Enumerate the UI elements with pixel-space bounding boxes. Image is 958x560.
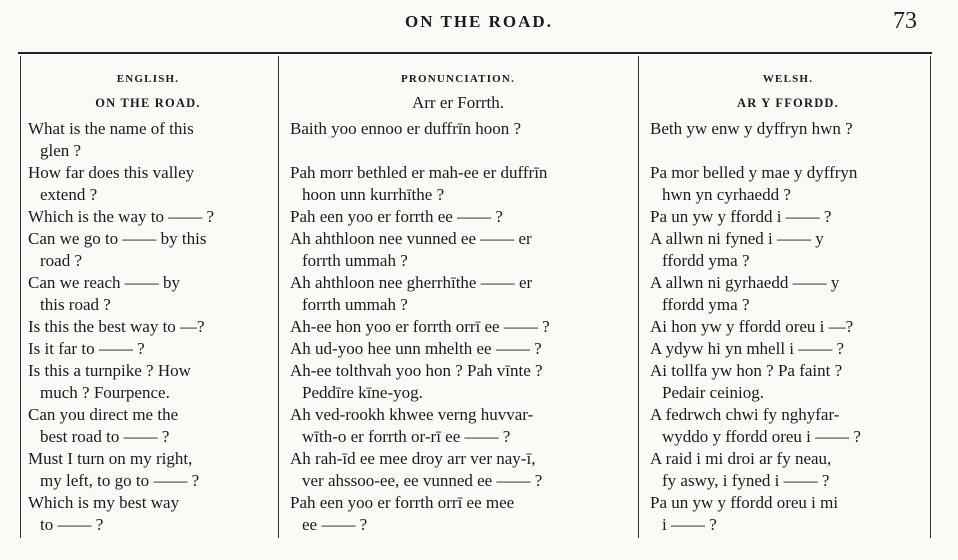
english-entry bbox=[28, 404, 268, 448]
english-section-heading: ON THE ROAD. bbox=[95, 96, 201, 110]
welsh-entry-line: Pa mor belled y mae y dyffryn bbox=[650, 163, 858, 182]
english-entry bbox=[28, 228, 268, 272]
pronunciation-entry-line: Ah-ee tolthvah yoo hon ? Pah vīnte ? bbox=[290, 361, 543, 380]
column-divider-right bbox=[930, 56, 931, 538]
pronunciation-entry bbox=[290, 360, 626, 404]
pronunciation-entry-line: Ah ved-rookh khwee verng huvvar- bbox=[290, 405, 534, 424]
welsh-entry-line: wyddo y ffordd oreu i —— ? bbox=[662, 427, 861, 446]
top-rule bbox=[18, 52, 932, 54]
welsh-entry bbox=[650, 206, 926, 228]
pronunciation-entry-line: Ah ahthloon nee vunned ee —— er bbox=[290, 229, 532, 248]
welsh-entry bbox=[650, 404, 926, 448]
welsh-entry bbox=[650, 118, 926, 162]
pronunciation-entry bbox=[290, 448, 626, 492]
column-divider-2 bbox=[638, 56, 639, 538]
english-entry-line: much ? Fourpence. bbox=[40, 383, 170, 402]
welsh-entry bbox=[650, 338, 926, 360]
pronunciation-entry-line: wīth-o er forrth or-rī ee —— ? bbox=[302, 427, 511, 446]
column-divider-1 bbox=[278, 56, 279, 538]
welsh-entry-line: Pa un yw y ffordd i —— ? bbox=[650, 207, 832, 226]
welsh-entry-line: Pa un yw y ffordd oreu i mi bbox=[650, 493, 839, 512]
english-entry-line: Can we reach —— by bbox=[28, 273, 181, 292]
pronunciation-entry-line: ver ahssoo-ee, ee vunned ee —— ? bbox=[302, 471, 543, 490]
pronunciation-entry-line: Ah ahthloon nee gherrhīthe —— er bbox=[290, 273, 533, 292]
pronunciation-entry bbox=[290, 206, 626, 228]
pronunciation-entry-line: Baith yoo ennoo er duffrīn hoon ? bbox=[290, 119, 522, 138]
pronunciation-entry bbox=[290, 272, 626, 316]
welsh-entry-line: i —— ? bbox=[662, 515, 717, 534]
running-title: ON THE ROAD. bbox=[405, 12, 553, 31]
english-entry-line: Is it far to —— ? bbox=[28, 339, 145, 358]
welsh-entry-line: Beth yw enw y dyffryn hwn ? bbox=[650, 119, 853, 138]
pronunciation-entry-line: Ah-ee hon yoo er forrth orrī ee —— ? bbox=[290, 317, 550, 336]
english-entry bbox=[28, 206, 268, 228]
page-number: 73 bbox=[893, 8, 917, 34]
english-entry bbox=[28, 492, 268, 536]
english-entry-line: extend ? bbox=[40, 185, 98, 204]
welsh-section-heading: AR Y FFORDD. bbox=[736, 96, 839, 110]
welsh-entries bbox=[650, 118, 926, 536]
welsh-entry bbox=[650, 272, 926, 316]
welsh-entry-line: Pedair ceiniog. bbox=[662, 383, 764, 402]
welsh-entry-line: hwn yn cyrhaedd ? bbox=[662, 185, 791, 204]
english-column-heading: ENGLISH. bbox=[116, 73, 180, 85]
welsh-entry bbox=[650, 162, 926, 206]
pronunciation-entry bbox=[290, 404, 626, 448]
welsh-entry-line: A ydyw hi yn mhell i —— ? bbox=[650, 339, 845, 358]
pronunciation-section-heading: Arr er Forrth. bbox=[411, 93, 505, 112]
welsh-entry bbox=[650, 492, 926, 536]
english-entry-line: Is this a turnpike ? How bbox=[28, 361, 191, 380]
welsh-entry-line: ffordd yma ? bbox=[662, 251, 750, 270]
english-entry-line: my left, to go to —— ? bbox=[40, 471, 200, 490]
welsh-entry-line: Ai hon yw y ffordd oreu i —? bbox=[650, 317, 854, 336]
welsh-entry-line: fy aswy, i fyned i —— ? bbox=[662, 471, 830, 490]
welsh-entry-line: Ai tollfa yw hon ? Pa faint ? bbox=[650, 361, 843, 380]
english-entry bbox=[28, 272, 268, 316]
english-entry bbox=[28, 360, 268, 404]
english-entry-line: Which is the way to —— ? bbox=[28, 207, 215, 226]
pronunciation-entry-line: Pah een yoo er forrth orrī ee mee bbox=[290, 493, 515, 512]
welsh-entry-line: A allwn ni fyned i —— y bbox=[650, 229, 824, 248]
welsh-column bbox=[650, 70, 926, 540]
pronunciation-entry bbox=[290, 338, 626, 360]
welsh-entry-line: A fedrwch chwi fy nghyfar- bbox=[650, 405, 840, 424]
pronunciation-entry-line: forrth ummah ? bbox=[302, 295, 408, 314]
english-entry bbox=[28, 338, 268, 360]
pronunciation-column-heading: PRONUNCIATION. bbox=[400, 73, 516, 85]
welsh-column-heading: WELSH. bbox=[762, 73, 814, 85]
column-divider-left bbox=[20, 56, 21, 538]
english-entry-line: road ? bbox=[40, 251, 83, 270]
english-entry-line: Must I turn on my right, bbox=[28, 449, 193, 468]
english-entry-line: to —— ? bbox=[40, 515, 104, 534]
welsh-entry-line: ffordd yma ? bbox=[662, 295, 750, 314]
english-entry-line: What is the name of this bbox=[28, 119, 194, 138]
english-entry-line: this road ? bbox=[40, 295, 111, 314]
pronunciation-entry bbox=[290, 316, 626, 338]
pronunciation-entry bbox=[290, 228, 626, 272]
english-entry-line: How far does this valley bbox=[28, 163, 195, 182]
english-entry bbox=[28, 448, 268, 492]
pronunciation-column bbox=[290, 70, 626, 540]
english-entry-line: Is this the best way to —? bbox=[28, 317, 205, 336]
english-column bbox=[28, 70, 268, 540]
welsh-entry-line: A raid i mi droi ar fy neau, bbox=[650, 449, 832, 468]
pronunciation-entry-line: Pah een yoo er forrth ee —— ? bbox=[290, 207, 503, 226]
english-entry-line: glen ? bbox=[40, 141, 82, 160]
english-entries bbox=[28, 118, 268, 536]
pronunciation-entry-line: Ah ud-yoo hee unn mhelth ee —— ? bbox=[290, 339, 542, 358]
pronunciation-entry-line: Ah rah-īd ee mee droy arr ver nay-ī, bbox=[290, 449, 536, 468]
english-entry bbox=[28, 162, 268, 206]
english-entry-line: Can we go to —— by this bbox=[28, 229, 207, 248]
pronunciation-entries bbox=[290, 118, 626, 536]
english-entry-line: Which is my best way bbox=[28, 493, 180, 512]
pronunciation-entry bbox=[290, 162, 626, 206]
welsh-entry-line: A allwn ni gyrhaedd —— y bbox=[650, 273, 840, 292]
pronunciation-entry-line: ee —— ? bbox=[302, 515, 368, 534]
pronunciation-entry-line: hoon unn kurrhīthe ? bbox=[302, 185, 445, 204]
english-entry-line: Can you direct me the bbox=[28, 405, 179, 424]
welsh-entry bbox=[650, 228, 926, 272]
english-entry-line: best road to —— ? bbox=[40, 427, 170, 446]
english-entry bbox=[28, 118, 268, 162]
pronunciation-entry-line: forrth ummah ? bbox=[302, 251, 408, 270]
pronunciation-entry-line: Peddīre kīne-yog. bbox=[302, 383, 423, 402]
pronunciation-entry bbox=[290, 492, 626, 536]
english-entry bbox=[28, 316, 268, 338]
pronunciation-entry-line: Pah morr bethled er mah-ee er duffrīn bbox=[290, 163, 548, 182]
pronunciation-entry bbox=[290, 118, 626, 162]
welsh-entry bbox=[650, 360, 926, 404]
welsh-entry bbox=[650, 448, 926, 492]
welsh-entry bbox=[650, 316, 926, 338]
